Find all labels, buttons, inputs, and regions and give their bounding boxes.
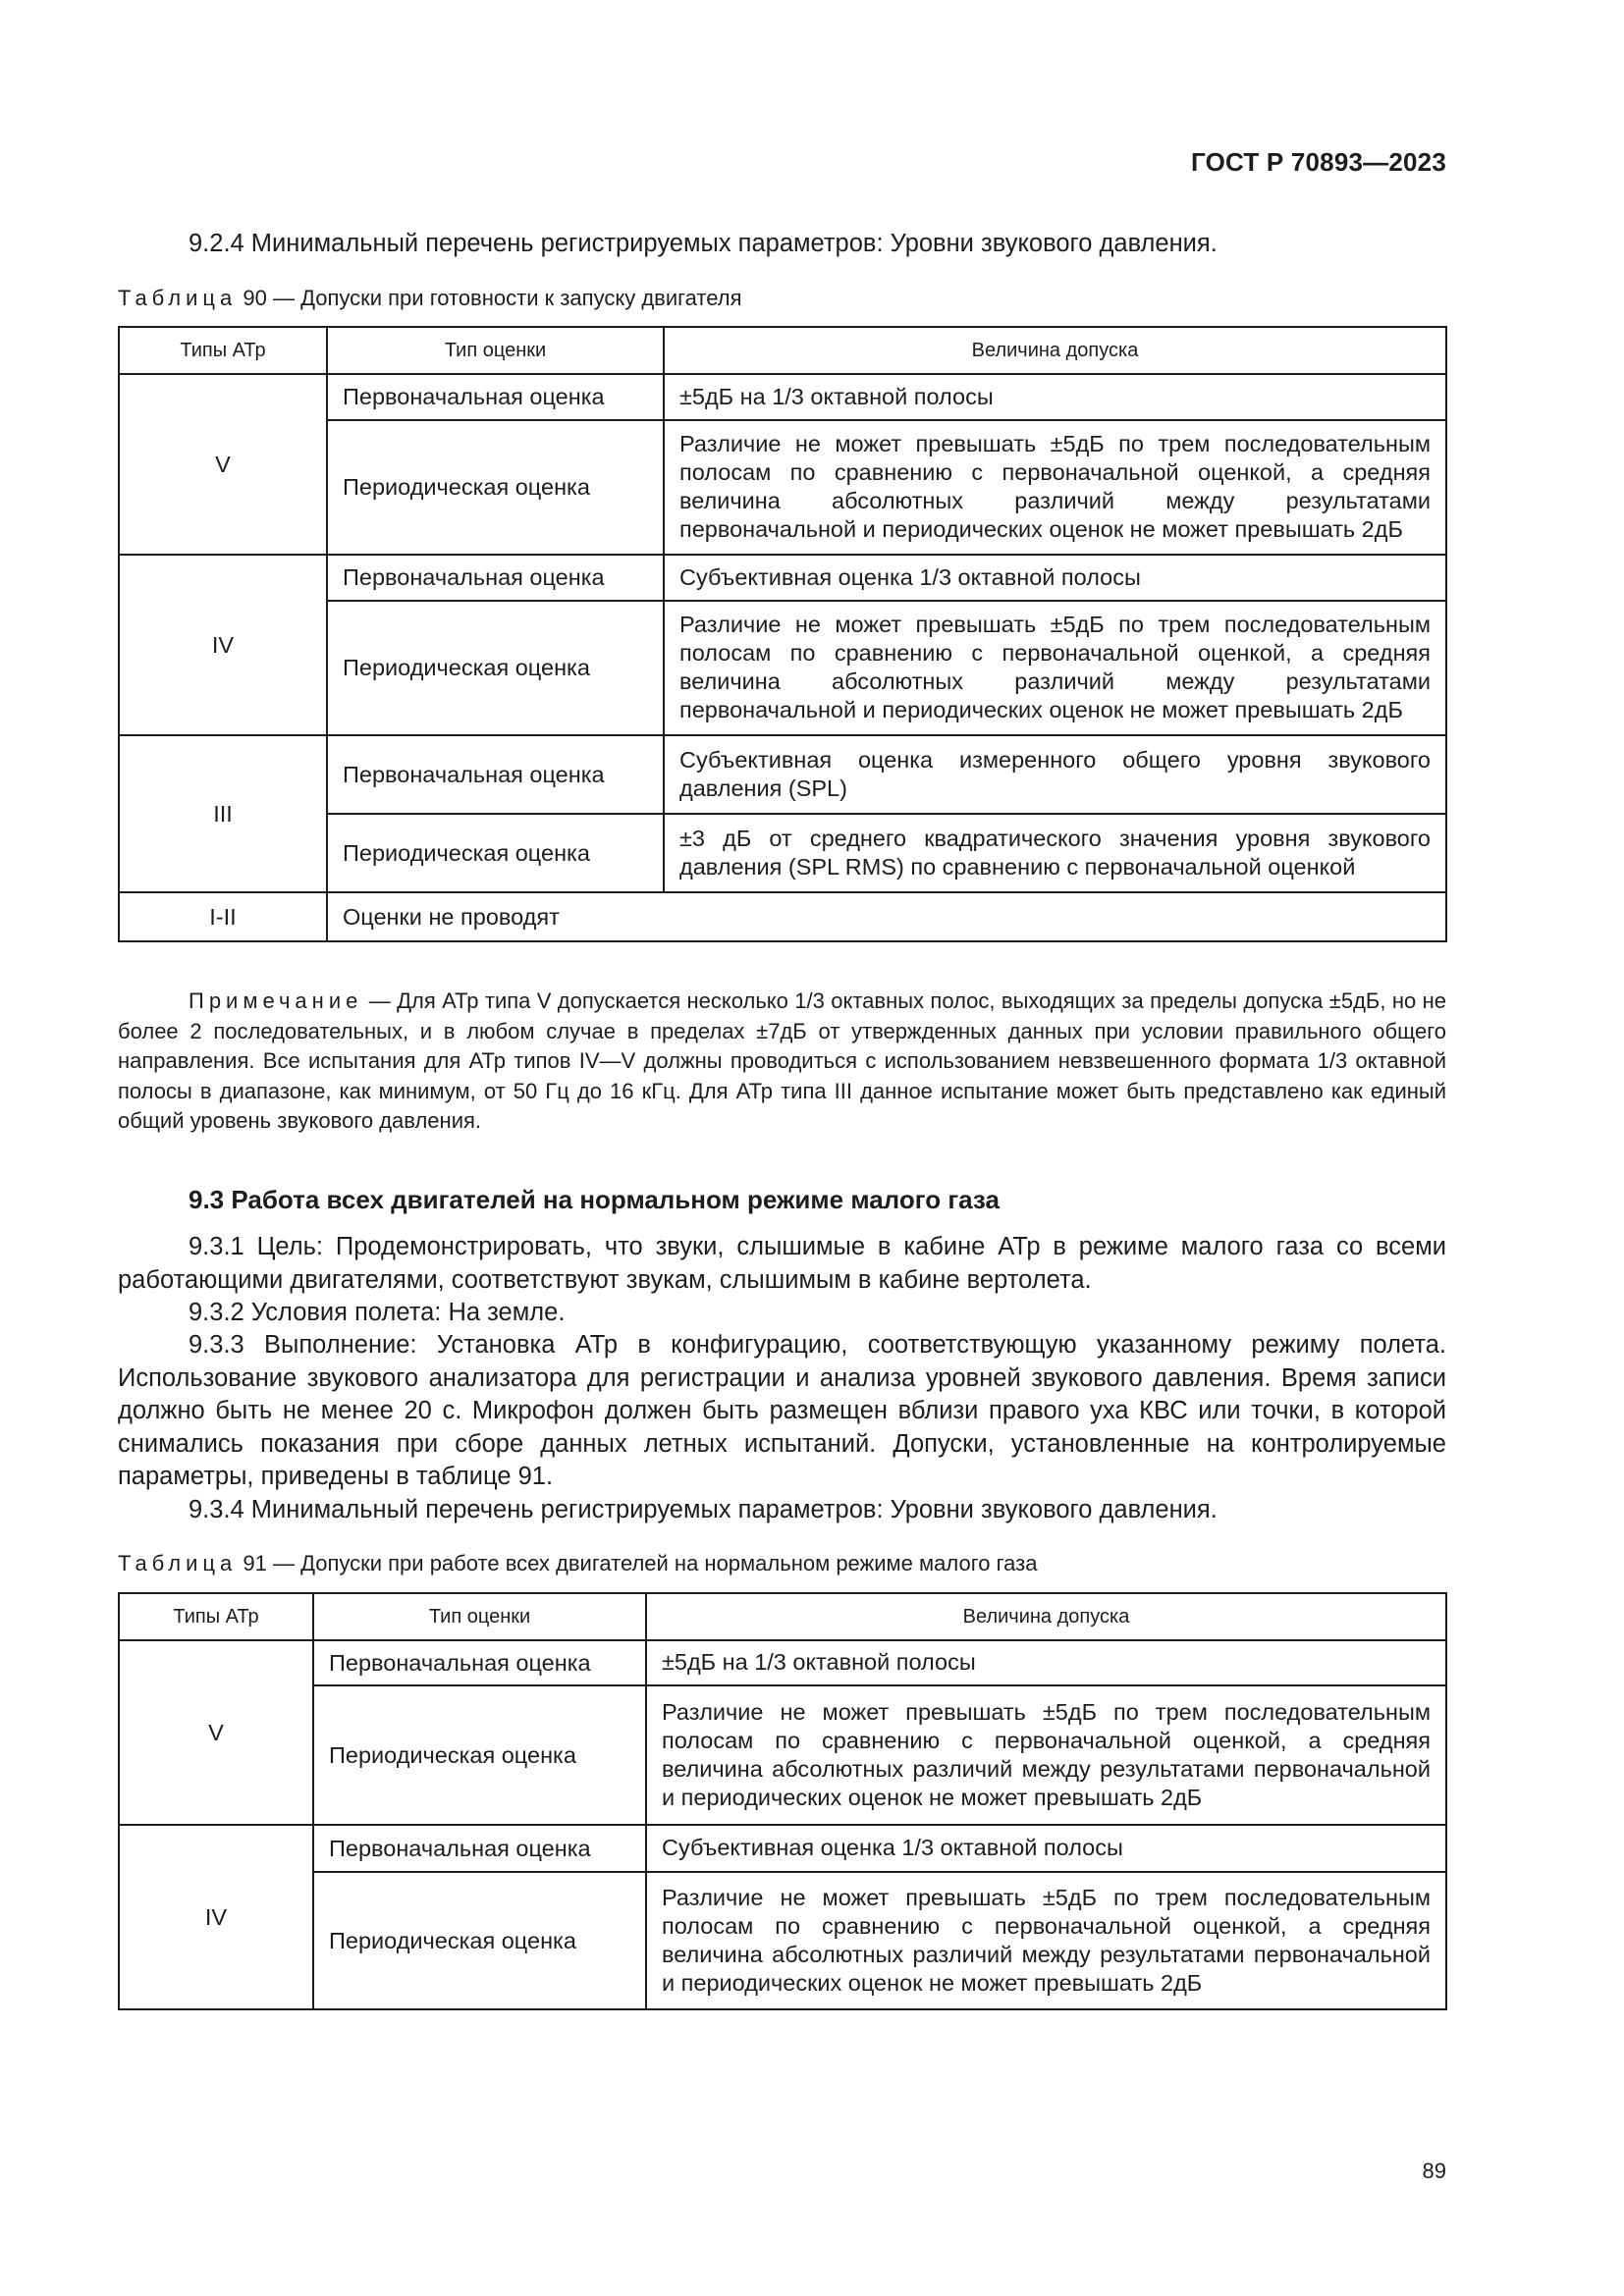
table-row [119, 892, 1446, 941]
evaluation-cell: Периодическая оценка [327, 814, 664, 892]
section-title: 9.3 Работа всех двигателей на нормальном режиме малого газа [189, 1185, 1000, 1214]
evaluation-cell: Первоначальная оценка [313, 1640, 646, 1685]
column-header-type: Типы АТр [119, 1593, 313, 1640]
atr-type-cell: IV [119, 1825, 313, 2009]
tolerance-cell: Различие не может превышать ±5дБ по трем последовательным полосам по сравнению с первоначальной оценкой, а средняя величина абсолютных различий между результатами первоначальной и периодических оценок не может превышать 2дБ [664, 420, 1446, 555]
table-91-caption-word: Таблица [118, 1551, 238, 1575]
tolerance-cell: Субъективная оценка 1/3 октавной полосы [646, 1825, 1446, 1872]
column-header-eval: Тип оценки [327, 327, 664, 374]
table-90-note [118, 987, 1446, 1137]
page-number: 89 [1422, 2159, 1446, 2183]
tolerance-cell: ±3 дБ от среднего квадратического значения уровня звукового давления (SPL RMS) по сравнению с первоначальной оценкой [664, 814, 1446, 892]
note-text: — Для АТр типа V допускается несколько 1/3 октавных полос, выходящих за пределы допуска ±5дБ, но не более 2 последовательных, и в любом случае в пределах ±7дБ от утвержденных данных при условии правильного общего направления. Все испытания для АТр типов IV—V должны проводиться с использованием невзвешенного формата 1/3 октавной полосы в диапазоне, как минимум, от 50 Гц до 16 кГц. Для АТр типа III данное испытание может быть представлено как единый общий уровень звукового давления. [118, 988, 1446, 1134]
column-header-eval: Тип оценки [313, 1593, 646, 1640]
table-90 [118, 326, 1447, 942]
evaluation-cell: Периодическая оценка [327, 601, 664, 735]
table-row [119, 1685, 1446, 1825]
table-row [119, 374, 1446, 420]
atr-type-cell: IV [119, 555, 327, 735]
table-row [119, 1640, 1446, 1685]
column-header-type: Типы АТр [119, 327, 327, 374]
tolerance-cell: Субъективная оценка 1/3 октавной полосы [664, 555, 1446, 601]
atr-type-cell: V [119, 1640, 313, 1825]
paragraph-9-3-2: 9.3.2 Условия полета: На земле. [189, 1299, 566, 1326]
tolerance-cell: Различие не может превышать ±5дБ по трем последовательным полосам по сравнению с первоначальной оценкой, а средняя величина абсолютных различий между результатами первоначальной и периодических оценок не может превышать 2дБ [664, 601, 1446, 735]
evaluation-cell: Первоначальная оценка [327, 374, 664, 420]
evaluation-cell: Первоначальная оценка [327, 555, 664, 601]
column-header-tolerance: Величина допуска [646, 1593, 1446, 1640]
document-code: ГОСТ Р 70893—2023 [1191, 147, 1446, 177]
paragraph-9-3-3: 9.3.3 Выполнение: Установка АТр в конфигурацию, соответствующую указанному режиму полета. Использование звукового анализатора для регистрации и анализа уровней звукового давления. Время записи должно быть не менее 20 с. Микрофон должен быть размещен вблизи правого уха КВС или точки, в которой снимались показания при сборе данных летных испытаний. Допуски, установленные на контролируемые параметры, приведены в таблице 91. [118, 1331, 1446, 1490]
tolerance-cell: Различие не может превышать ±5дБ по трем последовательным полосам по сравнению с первоначальной оценкой, а средняя величина абсолютных различий между результатами первоначальной и периодических оценок не может превышать 2дБ [646, 1685, 1446, 1825]
table-header-row [119, 1593, 1446, 1640]
table-90-caption [118, 286, 742, 311]
column-header-tolerance: Величина допуска [664, 327, 1446, 374]
tolerance-cell: Различие не может превышать ±5дБ по трем последовательным полосам по сравнению с первоначальной оценкой, а средняя величина абсолютных различий между результатами первоначальной и периодических оценок не может превышать 2дБ [646, 1872, 1446, 2009]
atr-type-cell: V [119, 374, 327, 555]
table-91-caption [118, 1551, 1037, 1576]
table-row [119, 555, 1446, 601]
table-row [119, 735, 1446, 814]
paragraph-9-2-4: 9.2.4 Минимальный перечень регистрируемых параметров: Уровни звукового давления. [189, 230, 1218, 257]
evaluation-cell: Первоначальная оценка [313, 1825, 646, 1872]
evaluation-cell: Периодическая оценка [313, 1685, 646, 1825]
atr-type-cell: I-II [119, 892, 327, 941]
evaluation-cell: Периодическая оценка [313, 1872, 646, 2009]
evaluation-cell: Первоначальная оценка [327, 735, 664, 814]
table-row [119, 1825, 1446, 1872]
atr-type-cell: III [119, 735, 327, 892]
table-header-row [119, 327, 1446, 374]
table-row [119, 1872, 1446, 2009]
table-90-caption-word: Таблица [118, 286, 238, 310]
paragraph-9-3-1: 9.3.1 Цель: Продемонстрировать, что звуки, слышимые в кабине АТр в режиме малого газа со всеми работающими двигателями, соответствуют звукам, слышимым в кабине вертолета. [118, 1233, 1446, 1294]
evaluation-cell: Периодическая оценка [327, 420, 664, 555]
table-91-caption-text: 91 — Допуски при работе всех двигателей на нормальном режиме малого газа [237, 1551, 1038, 1575]
table-90-caption-text: 90 — Допуски при готовности к запуску двигателя [237, 286, 742, 310]
paragraph-9-3-4: 9.3.4 Минимальный перечень регистрируемых параметров: Уровни звукового давления. [189, 1496, 1218, 1523]
table-91 [118, 1592, 1447, 2010]
tolerance-cell: ±5дБ на 1/3 октавной полосы [664, 374, 1446, 420]
evaluation-cell: Оценки не проводят [327, 892, 1446, 941]
note-label: Примечание [189, 988, 363, 1013]
tolerance-cell: ±5дБ на 1/3 октавной полосы [646, 1640, 1446, 1685]
tolerance-cell: Субъективная оценка измеренного общего уровня звукового давления (SPL) [664, 735, 1446, 814]
